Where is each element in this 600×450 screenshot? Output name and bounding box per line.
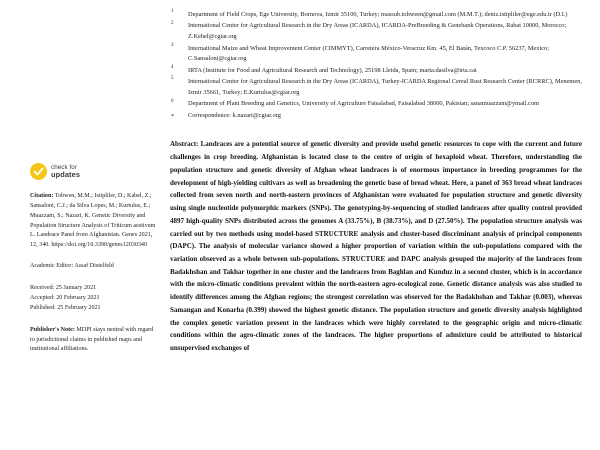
abstract-body: Landraces are a potential source of genetic diversity and provide useful genetic resources to cope with the current and future challenges in crop breeding. Afghanistan is located close to the centre of origin of hexaploid wheat. Therefore, understanding the population structure and genetic diversity of Afghan wheat landraces is of enormous importance in breeding programmes for the development of high-yielding cultivars as well as broadening the genetic base of bread wheat. Here, a panel of 363 bread wheat landraces collected from seven north and north-eastern provinces of Afghanistan were evaluated for population structure and genetic diversity using single nucleotide polymorphic markers (SNPs). The genotyping-by-sequencing of studied landraces after quality control provided 4897 high-quality SNPs distributed across the genomes A (33.75%), B (38.73%), and D (27.50%). The population structure analysis was carried out by two methods using model-based STRUCTURE analysis and cluster-based discriminant analysis of principal components (DAPC). The analysis of molecular variance showed a higher proportion of variation within the sub-populations compared with the variation observed as a whole between sub-populations. STRUCTURE and DAPC analysis grouped the majority of the landraces from Badakhshan and Takhar together in one cluster and the landraces from Baghlan and Kunduz in a second cluster, which is in accordance with the micro-climatic conditions prevalent within the north-eastern agro-ecological zone. Genetic distance analysis was also studied to identify differences among the Afghan regions; the strongest correlation was observed for the Badakhshan and Takhar (0.003), whereas Samangan and Konarha (0.399) showed the highest genetic distance. The population structure and genetic diversity analysis highlighted the complex genetic variation present in the landraces which were highly correlated to the geographic origin and micro-climatic conditions within the agro-climatic zones of the landraces. The higher proportions of admixture could be attributed to historical unsupervised exchanges of (170, 140, 582, 353)
crossmark-line-1: check for (51, 163, 78, 171)
main-column (170, 10, 582, 355)
affiliation-marker: * (171, 112, 175, 120)
abstract-label: Abstract: (170, 140, 199, 149)
affiliation-marker: 1 (171, 9, 174, 15)
publisher-note-label: Publisher's Note: (30, 326, 75, 333)
date-accepted: Accepted: 20 February 2021 (30, 295, 100, 302)
publisher-note (30, 326, 156, 356)
crossmark-badge-widget[interactable] (30, 163, 156, 180)
affiliation-text: IRTA (Institute for Food and Agricultural Research and Technology), 25198 Lleida, Spain; marta.dasilva@irta.cat (188, 66, 477, 74)
citation-block (30, 192, 156, 251)
affiliation-text: Department of Plant Breeding and Genetics, University of Agriculture Faisalabad, Faisalabad 38000, Pakistan; sanamuazzam@ymail.com (188, 100, 539, 108)
crossmark-line-2: updates (51, 169, 81, 179)
affiliation-item (170, 99, 582, 110)
affiliation-text: Department of Field Crops, Ege University, Bornova, Izmir 35100, Turkey; massub.tohween@gmail.com (M.M.T.); deniz.istipliler@ege.edu.tr (D.I.) (188, 11, 568, 18)
academic-editor: Academic Editor: Assaf Distelfeld (30, 263, 114, 270)
abstract-section (170, 138, 582, 354)
affiliation-item (170, 21, 582, 43)
check-circle-icon (30, 163, 47, 180)
affiliation-item (170, 10, 582, 21)
affiliation-marker: 5 (171, 76, 174, 82)
affiliation-marker: 6 (171, 98, 174, 104)
citation-text: Tobwen, M.M.; Istipliler, D.; Kabel, Z.; Sansaloni, C.J.; da Silva Lopes, M.; Kurtulus, E.; Muazzam, S.; Nazari, K. Genetic Diversity and Population Structure Analysis of Triticum aestivum L. Landrace Panel from Afghanistan. Genes 2021, 12, 340. https://doi.org/10.3390/genes12030340 (30, 193, 156, 249)
affiliation-item (170, 66, 582, 77)
affiliation-text: International Maize and Wheat Improvement Center (CIMMYT), Carretera México-Veracruz Km. 45, El Batán, Texcoco C.P. 56237, Mexico; C.Sansaloni@cgiar.org (188, 44, 549, 63)
publisher-note-text: MDPI stays neutral with regard to jurisdictional claims in published maps and institutional affiliations. (30, 326, 154, 353)
affiliation-marker: 3 (171, 42, 174, 48)
affiliation-marker: 4 (171, 65, 174, 71)
affiliation-item-correspondence (170, 111, 582, 122)
publication-dates (30, 283, 156, 314)
affiliation-marker: 2 (171, 20, 174, 26)
affiliation-item (170, 44, 582, 66)
affiliation-text: International Center for Agricultural Research in the Dry Areas (ICARDA), Turkey-ICARDA Regional Cereal Rust Research Center (RCRRC), Menemen, Izmir 35661, Turkey; E.Kurtulus@cgiar.org (188, 78, 582, 96)
affiliation-item (170, 77, 582, 99)
date-received: Received: 25 January 2021 (30, 285, 97, 292)
affiliation-text: International Center for Agricultural Research in the Dry Areas (ICARDA), ICARDA-PreBreeding & Genebank Operations, Rabat 10000, Morocco; Z.Kehel@cgiar.org (188, 22, 567, 41)
date-published: Published: 25 February 2021 (30, 305, 101, 312)
affiliation-text: Correspondence: k.nazari@cgiar.org (188, 111, 281, 119)
citation-label: Citation: (30, 193, 54, 199)
affiliation-list (170, 10, 582, 121)
crossmark-label (51, 165, 80, 179)
sidebar (30, 163, 156, 355)
